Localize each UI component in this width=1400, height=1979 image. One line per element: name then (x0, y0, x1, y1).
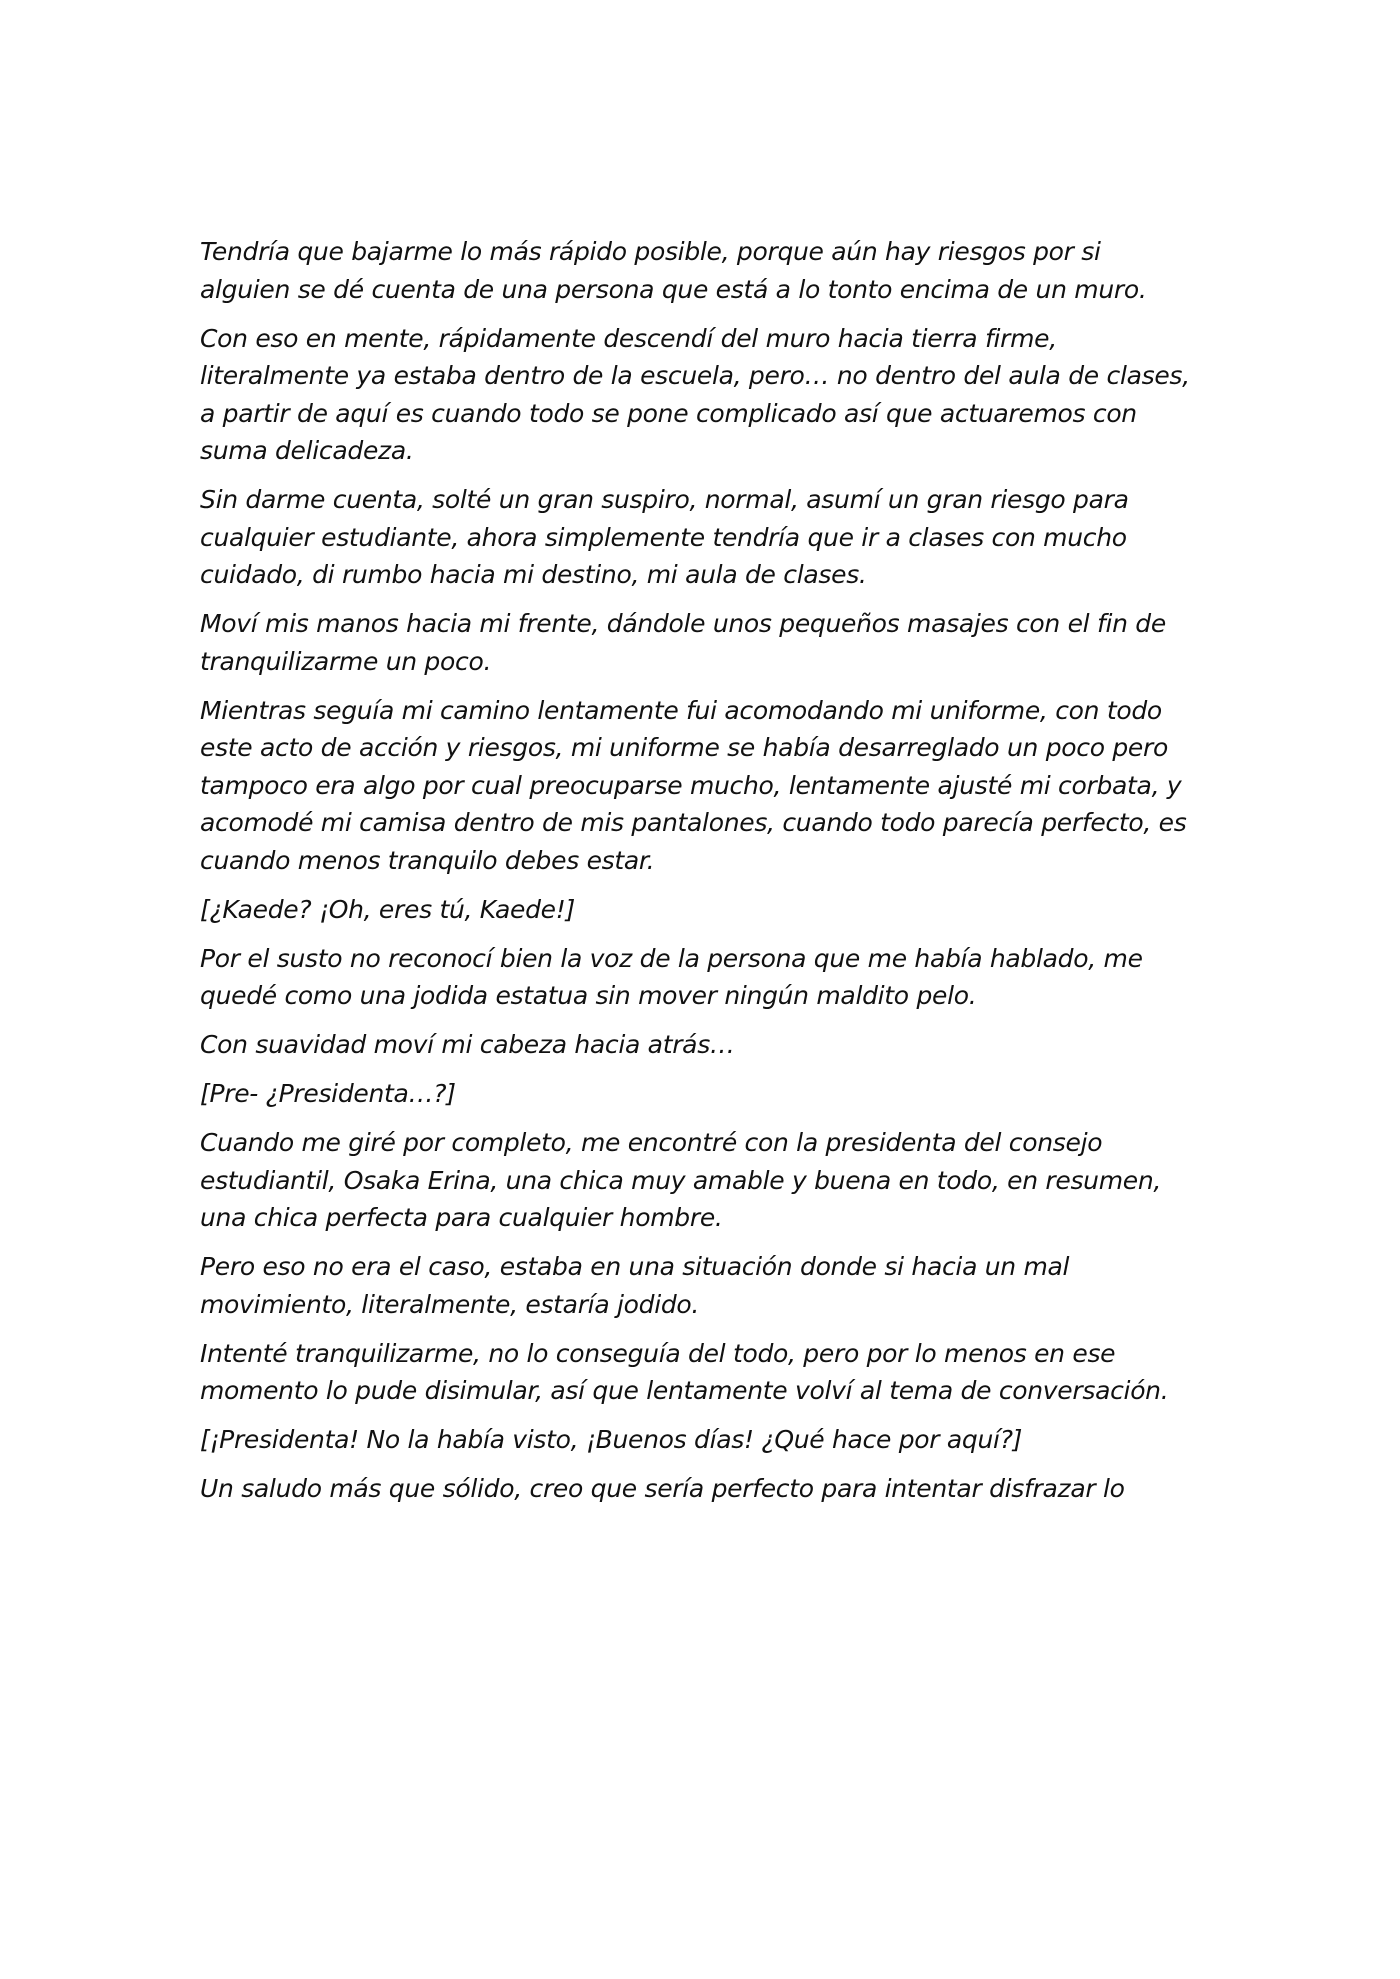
body-text (200, 233, 1210, 1519)
text-line: cuidado, di rumbo hacia mi destino, mi aula de clases. (200, 560, 867, 589)
text-line: a partir de aquí es cuando todo se pone complicado así que actuaremos con (200, 398, 1137, 428)
text-line: cuando menos tranquilo debes estar. (200, 845, 655, 875)
paragraph (200, 605, 1210, 680)
text-line: Por el susto no reconocí bien la voz de la persona que me había hablado, me (200, 943, 1143, 973)
text-line: tranquilizarme un poco. (200, 646, 492, 676)
text-line: Cuando me giré por completo, me encontré con la presidenta del consejo (200, 1128, 1103, 1157)
paragraph (200, 1248, 1210, 1323)
paragraph (200, 481, 1210, 594)
paragraph (200, 1470, 1210, 1508)
text-line: [Pre- ¿Presidenta…?] (200, 1079, 456, 1108)
paragraph (200, 1026, 1210, 1064)
text-line: una chica perfecta para cualquier hombre. (200, 1203, 723, 1232)
text-line: acomodé mi camisa dentro de mis pantalones, cuando todo parecía perfecto, es (200, 808, 1187, 837)
text-line: quedé como una jodida estatua sin mover ningún maldito pelo. (200, 981, 977, 1010)
paragraph (200, 891, 1210, 929)
text-line: Moví mis manos hacia mi frente, dándole unos pequeños masajes con el fin de (200, 609, 1166, 638)
paragraph (200, 233, 1210, 308)
paragraph (200, 1421, 1210, 1459)
text-line: Con eso en mente, rápidamente descendí del muro hacia tierra firme, (200, 323, 1057, 353)
text-line: Un saludo más que sólido, creo que sería perfecto para intentar disfrazar lo (200, 1474, 1125, 1503)
paragraph (200, 940, 1210, 1015)
text-line: tampoco era algo por cual preocuparse mucho, lentamente ajusté mi corbata, y (200, 770, 1182, 800)
text-line: este acto de acción y riesgos, mi uniforme se había desarreglado un poco pero (200, 733, 1168, 762)
text-line: Con suavidad moví mi cabeza hacia atrás… (200, 1030, 735, 1059)
text-line: literalmente ya estaba dentro de la escuela, pero… no dentro del aula de clases, (200, 361, 1190, 390)
text-line: Pero eso no era el caso, estaba en una situación donde si hacia un mal (200, 1252, 1070, 1281)
text-line: suma delicadeza. (200, 436, 414, 465)
text-line: alguien se dé cuenta de una persona que está a lo tonto encima de un muro. (200, 274, 1147, 304)
text-line: estudiantil, Osaka Erina, una chica muy amable y buena en todo, en resumen, (200, 1165, 1162, 1195)
text-line: [¡Presidenta! No la había visto, ¡Buenos días! ¿Qué hace por aquí?] (200, 1425, 1023, 1454)
text-line: [¿Kaede? ¡Oh, eres tú, Kaede!] (200, 894, 575, 924)
paragraph (200, 1124, 1210, 1237)
paragraph (200, 320, 1210, 470)
text-line: cualquier estudiante, ahora simplemente tendría que ir a clases con mucho (200, 522, 1127, 552)
paragraph (200, 1075, 1210, 1113)
paragraph (200, 1335, 1210, 1410)
text-line: Tendría que bajarme lo más rápido posible, porque aún hay riesgos por si (200, 237, 1101, 266)
paragraph (200, 692, 1210, 880)
text-line: Intenté tranquilizarme, no lo conseguía del todo, pero por lo menos en ese (200, 1338, 1116, 1368)
text-line: movimiento, literalmente, estaría jodido. (200, 1289, 700, 1319)
text-line: Sin darme cuenta, solté un gran suspiro, normal, asumí un gran riesgo para (200, 485, 1129, 514)
text-line: Mientras seguía mi camino lentamente fui acomodando mi uniforme, con todo (200, 695, 1162, 725)
text-line: momento lo pude disimular, así que lentamente volví al tema de conversación. (200, 1376, 1169, 1405)
